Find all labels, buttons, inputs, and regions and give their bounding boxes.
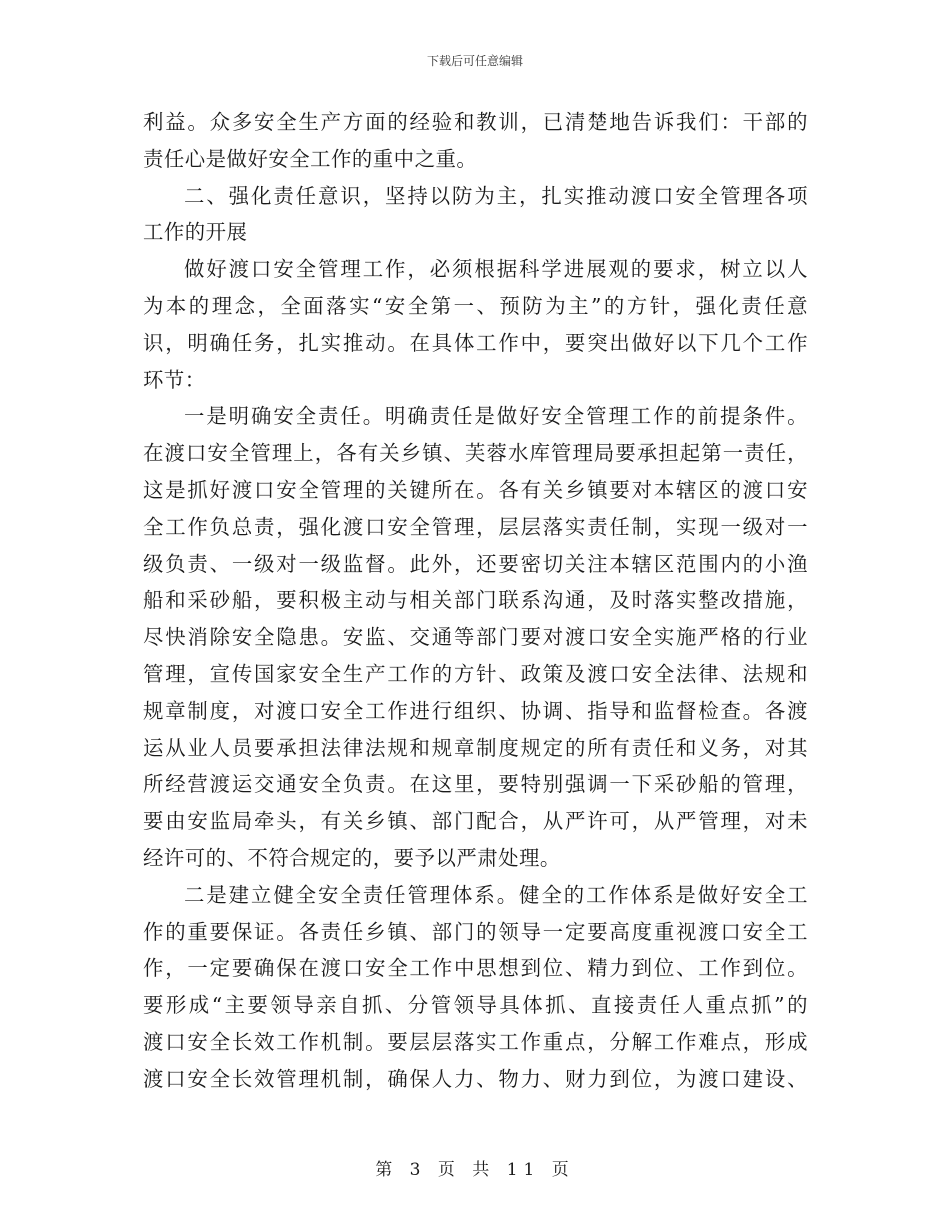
text-line: 规章制度，对渡口安全工作进行组织、协调、指导和监督检查。各渡: [143, 698, 808, 723]
page-footer: 第 3 页 共 11 页: [375, 1160, 575, 1180]
text-line: 作的重要保证。各责任乡镇、部门的领导一定要高度重视渡口安全工: [143, 919, 808, 944]
section-heading-line: 工作的开展: [143, 220, 248, 245]
text-line: 管理，宣传国家安全生产工作的方针、政策及渡口安全法律、法规和: [143, 661, 808, 686]
text-line: 利益。众多安全生产方面的经验和教训，已清楚地告诉我们：干部的: [143, 110, 808, 134]
text-line: 所经营渡运交通安全负责。在这里，要特别强调一下采砂船的管理，: [143, 772, 808, 797]
text-line: 环节：: [143, 367, 206, 392]
text-line: 在渡口安全管理上，各有关乡镇、芙蓉水库管理局要承担起第一责任，: [143, 441, 808, 466]
text-line: 为本的理念，全面落实“安全第一、预防为主”的方针，强化责任意: [143, 293, 808, 318]
text-line: 要形成“主要领导亲自抓、分管领导具体抓、直接责任人重点抓”的: [143, 993, 808, 1018]
text-line: 二是建立健全安全责任管理体系。健全的工作体系是做好安全工: [184, 882, 808, 907]
text-line: 运从业人员要承担法律法规和规章制度规定的所有责任和义务，对其: [143, 735, 808, 760]
section-heading-line: 二、强化责任意识，坚持以防为主，扎实推动渡口安全管理各项: [184, 183, 808, 208]
text-line: 渡口安全长效管理机制，确保人力、物力、财力到位，为渡口建设、: [143, 1066, 808, 1091]
page-header: 下载后可任意编辑: [426, 54, 523, 68]
text-line: 识，明确任务，扎实推动。在具体工作中，要突出做好以下几个工作: [143, 330, 808, 355]
text-line: 渡口安全长效工作机制。要层层落实工作重点，分解工作难点，形成: [143, 1029, 808, 1054]
text-line: 做好渡口安全管理工作，必须根据科学进展观的要求，树立以人: [184, 257, 808, 282]
text-line: 经许可的、不符合规定的，要予以严肃处理。: [143, 845, 561, 870]
text-line: 全工作负总责，强化渡口安全管理，层层落实责任制，实现一级对一: [143, 514, 808, 539]
document-body: [143, 104, 808, 1098]
text-line: 要由安监局牵头，有关乡镇、部门配合，从严许可，从严管理，对未: [143, 809, 808, 834]
text-line: 一是明确安全责任。明确责任是做好安全管理工作的前提条件。: [184, 404, 808, 429]
text-line: 作，一定要确保在渡口安全工作中思想到位、精力到位、工作到位。: [143, 956, 808, 981]
text-line: 尽快消除安全隐患。安监、交通等部门要对渡口安全实施严格的行业: [143, 625, 808, 650]
text-line: 这是抓好渡口安全管理的关键所在。各有关乡镇要对本辖区的渡口安: [143, 477, 808, 502]
text-line: 船和采砂船，要积极主动与相关部门联系沟通，及时落实整改措施，: [143, 588, 808, 613]
text-line: 级负责、一级对一级监督。此外，还要密切关注本辖区范围内的小渔: [143, 551, 808, 576]
text-line: 责任心是做好安全工作的重中之重。: [143, 146, 478, 171]
